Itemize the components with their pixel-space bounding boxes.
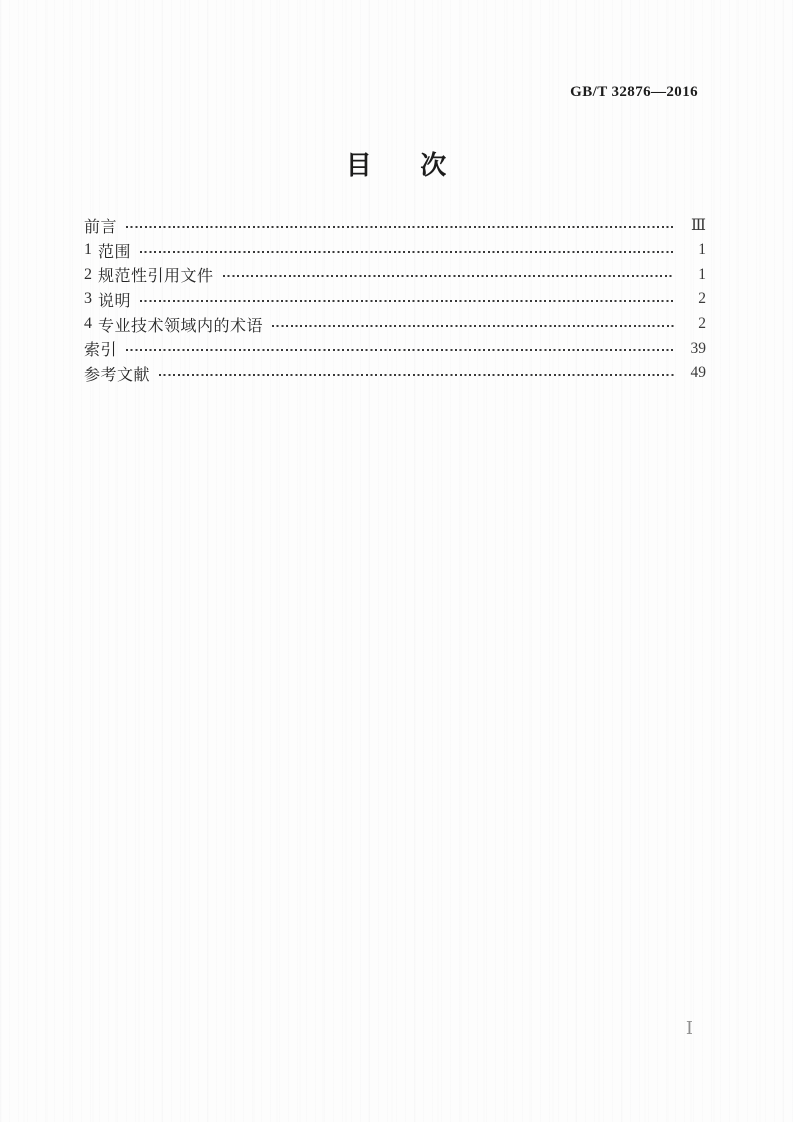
toc-entry-page: 49 bbox=[690, 364, 706, 382]
toc-entry-page: 1 bbox=[698, 265, 706, 283]
folio-page-number: Ⅰ bbox=[685, 1018, 693, 1038]
toc-entry bbox=[84, 361, 706, 386]
toc-entry bbox=[84, 287, 706, 312]
toc-entry-page: 2 bbox=[698, 290, 706, 308]
toc-entry-page: 1 bbox=[698, 241, 706, 259]
toc-entry bbox=[84, 262, 706, 287]
toc-entry-label: 前言 bbox=[84, 218, 118, 236]
toc-leader-dots bbox=[140, 251, 674, 253]
toc-leader-dots bbox=[159, 374, 674, 376]
toc-entry-label: 说明 bbox=[98, 292, 132, 310]
toc-entry-label: 专业技术领域内的术语 bbox=[98, 317, 264, 335]
toc-entry-page: Ⅲ bbox=[691, 216, 706, 234]
toc-entry bbox=[84, 213, 706, 238]
toc-entry-label: 参考文献 bbox=[84, 366, 151, 384]
toc-leader-dots bbox=[223, 275, 674, 277]
toc-list bbox=[84, 213, 706, 386]
toc-entry-page: 39 bbox=[690, 339, 706, 357]
toc-entry-number: 2 bbox=[84, 265, 92, 283]
toc-entry bbox=[84, 312, 706, 337]
toc-leader-dots bbox=[272, 325, 674, 327]
toc-entry-page: 2 bbox=[698, 315, 706, 333]
toc-entry-label: 范围 bbox=[98, 243, 132, 261]
toc-entry-label: 规范性引用文件 bbox=[98, 268, 214, 286]
standard-number: GB/T 32876—2016 bbox=[570, 84, 698, 100]
toc-entry-number: 4 bbox=[84, 315, 92, 333]
page-title: 目 次 bbox=[345, 151, 448, 180]
toc-entry-label: 索引 bbox=[84, 342, 118, 360]
toc-leader-dots bbox=[126, 349, 674, 351]
toc-entry bbox=[84, 336, 706, 361]
toc-leader-dots bbox=[126, 226, 674, 228]
toc-entry-number: 3 bbox=[84, 290, 92, 308]
toc-entry-number: 1 bbox=[84, 241, 92, 259]
toc-leader-dots bbox=[140, 300, 674, 302]
toc-entry bbox=[84, 238, 706, 263]
